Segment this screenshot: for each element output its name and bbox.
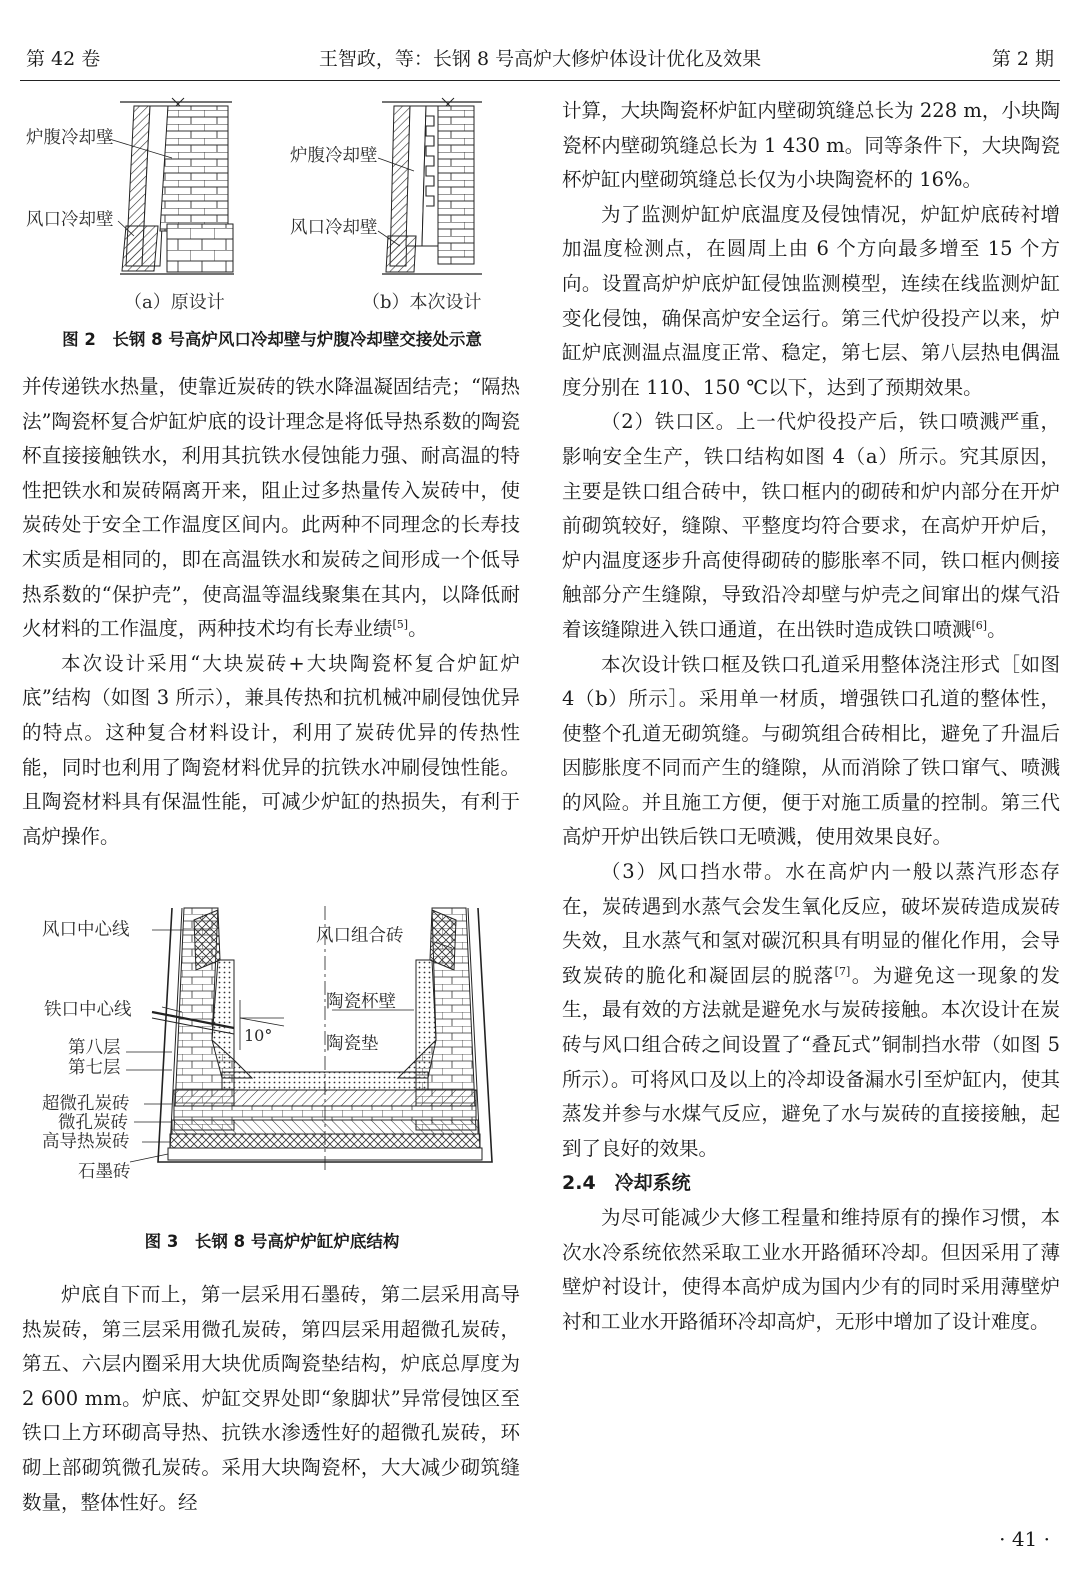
fig3-label-cup-wall: 陶瓷杯壁 bbox=[326, 992, 396, 1012]
running-title: 王智政，等：长钢 8 号高炉大修炉体设计优化及效果 bbox=[318, 48, 762, 70]
right-paragraph-1: 计算，大块陶瓷杯炉缸内壁砌筑缝总长为 228 m，小块陶瓷杯内壁砌筑缝总长为 1 430 m。同等条件下，大块陶瓷杯炉缸内壁砌筑缝总长仅为小块陶瓷杯的 16%。 bbox=[562, 99, 1060, 192]
left-paragraph-1: 并传递铁水热量，使靠近炭砖的铁水降温凝固结壳；“隔热法”陶瓷杯复合炉缸炉底的设计理念是将低导热系数的陶瓷杯直接接触铁水，利用其抗铁水侵蚀能力强、耐高温的特性把铁水和炭砖隔离开来，阻止过多热量传入炭砖中，使炭砖处于安全工作温度区间内。此两种不同理念的长寿技术实质是相同的，即在高温铁水和炭砖之间形成一个低导热系数的“保护壳”，使高温等温线聚集在其内，以降低耐火材料的工作温度，两种技术均有长寿业绩[5]。 bbox=[22, 375, 520, 641]
fig3-label-graphite: 石墨砖 bbox=[78, 1162, 131, 1182]
figure-2 bbox=[22, 96, 522, 356]
right-column bbox=[562, 94, 1060, 1339]
citation-6: [6] bbox=[971, 618, 988, 632]
fig3-label-ultra-micropore: 超微孔炭砖 bbox=[42, 1094, 130, 1114]
right-paragraph-4: 本次设计铁口框及铁口孔道采用整体浇注形式［如图 4（b）所示］。采用单一材质，增强铁口孔道的整体性，使整个孔道无砌筑缝。与砌筑组合砖相比，避免了升温后因膨胀度不同而产生的缝隙，从而消除了铁口窜气、喷溅的风险。并且施工方便，便于对施工质量的控制。第三代高炉开炉出铁后铁口无喷溅，使用效果良好。 bbox=[562, 652, 1060, 849]
right-paragraph-6: 为尽可能减少大修工程量和维持原有的操作习惯，本次水冷系统依然采取工业水开路循环冷却。但因采用了薄壁炉衬设计，使得本高炉成为国内少有的同时采用薄壁炉衬和工业水开路循环冷却高炉，无形中增加了设计难度。 bbox=[562, 1206, 1060, 1333]
figure-2b-drawing bbox=[378, 98, 482, 274]
figure-2a-drawing bbox=[106, 98, 234, 274]
figure-3 bbox=[22, 900, 522, 1190]
citation-5: [5] bbox=[392, 618, 409, 632]
fig3-label-taphole-centerline: 铁口中心线 bbox=[44, 1000, 132, 1020]
right-paragraph-2: 为了监测炉缸炉底温度及侵蚀情况，炉缸炉底砖衬增加温度检测点，在圆周上由 6 个方向最多增至 15 个方向。设置高炉炉底炉缸侵蚀监测模型，连续在线监测炉缸变化侵蚀，确保高炉安全运行。第三代炉役投产以来，炉缸炉底测温点温度正常、稳定，第七层、第八层热电偶温度分别在 110、150 ℃以下，达到了预期效果。 bbox=[562, 202, 1060, 399]
fig3-label-ceramic-pad: 陶瓷垫 bbox=[326, 1034, 379, 1054]
fig3-label-high-conductivity: 高导热炭砖 bbox=[42, 1132, 130, 1152]
fig2a-label-bosh-stave: 炉腹冷却壁 bbox=[26, 128, 114, 148]
left-column-lower bbox=[22, 1278, 520, 1520]
fig2b-label-tuyere-stave: 风口冷却壁 bbox=[290, 218, 378, 238]
fig3-label-tuyere-brick: 风口组合砖 bbox=[316, 926, 404, 946]
fig2b-sublabel: （b）本次设计 bbox=[362, 292, 482, 313]
running-header bbox=[26, 34, 1054, 74]
right-paragraph-3: （2）铁口区。上一代炉役投产后，铁口喷溅严重，影响安全生产，铁口结构如图 4（a）所示。究其原因，主要是铁口组合砖中，铁口框内的砌砖和炉内部分在开炉前砌筑较好，缝隙、平整度均符合要求，在高炉开炉后，炉内温度逐步升高使得砌砖的膨胀率不同，铁口框内侧接触部分产生缝隙，导致沿冷却壁与炉壳之间窜出的煤气沿着该缝隙进入铁口通道，在出铁时造成铁口喷溅[6]。 bbox=[562, 410, 1060, 641]
fig2a-label-tuyere-stave: 风口冷却壁 bbox=[26, 210, 114, 230]
figure-2-drawing bbox=[22, 96, 522, 296]
issue-label: 第 2 期 bbox=[991, 48, 1054, 70]
header-rule bbox=[20, 80, 1060, 81]
left-paragraph-2: 本次设计采用“大块炭砖+大块陶瓷杯复合炉缸炉底”结构（如图 3 所示），兼具传热和抗机械冲刷侵蚀优异的特点。这种复合材料设计，利用了炭砖优异的传热性能，同时也利用了陶瓷材料优异的抗铁水冲刷侵蚀性能。且陶瓷材料具有保温性能，可减少炉缸的热损失，有利于高炉操作。 bbox=[22, 651, 520, 848]
fig2b-label-bosh-stave: 炉腹冷却壁 bbox=[290, 146, 378, 166]
citation-7: [7] bbox=[834, 964, 851, 978]
left-paragraph-3: 炉底自下而上，第一层采用石墨砖，第二层采用高导热炭砖，第三层采用微孔炭砖，第四层采用超微孔炭砖，第五、六层内圈采用大块优质陶瓷垫结构，炉底总厚度为 2 600 mm。炉底、炉缸交界处即“象脚状”异常侵蚀区至铁口上方环砌高导热、抗铁水渗透性好的超微孔炭砖，环砌上部砌筑微孔炭砖。采用大块陶瓷杯，大大减少砌筑缝数量，整体性好。经 bbox=[22, 1283, 520, 1514]
fig3-label-tuyere-centerline: 风口中心线 bbox=[42, 920, 130, 940]
fig3-label-layer-7: 第七层 bbox=[68, 1058, 121, 1078]
fig3-label-angle: 10° bbox=[244, 1026, 273, 1045]
fig2a-sublabel: （a）原设计 bbox=[124, 292, 225, 313]
figure-2-caption: 图 2 长钢 8 号高炉风口冷却壁与炉腹冷却壁交接处示意 bbox=[62, 330, 482, 349]
right-paragraph-5: （3）风口挡水带。水在高炉内一般以蒸汽形态存在，炭砖遇到水蒸气会发生氧化反应，破坏炭砖造成炭砖失效，且水蒸气和氢对碳沉积具有明显的催化作用，会导致炭砖的脆化和凝固层的脱落[7]。为避免这一现象的发生，最有效的方法就是避免水与炭砖接触。本次设计在炭砖与风口组合砖之间设置了“叠瓦式”铜制挡水带（如图 5 所示）。可将风口及以上的冷却设备漏水引至炉缸内，使其蒸发并参与水煤气反应，避免了水与炭砖的直接接触，起到了良好的效果。 bbox=[562, 860, 1060, 1160]
section-heading-cooling-system: 2.4 冷却系统 bbox=[562, 1172, 691, 1195]
page-number: · 41 · bbox=[999, 1527, 1050, 1551]
fig3-label-layer-8: 第八层 bbox=[68, 1038, 121, 1058]
left-column-upper bbox=[22, 370, 520, 854]
figure-3-caption: 图 3 长钢 8 号高炉炉缸炉底结构 bbox=[144, 1232, 400, 1251]
fig3-label-micropore: 微孔炭砖 bbox=[58, 1113, 128, 1133]
volume-label: 第 42 卷 bbox=[26, 48, 101, 70]
